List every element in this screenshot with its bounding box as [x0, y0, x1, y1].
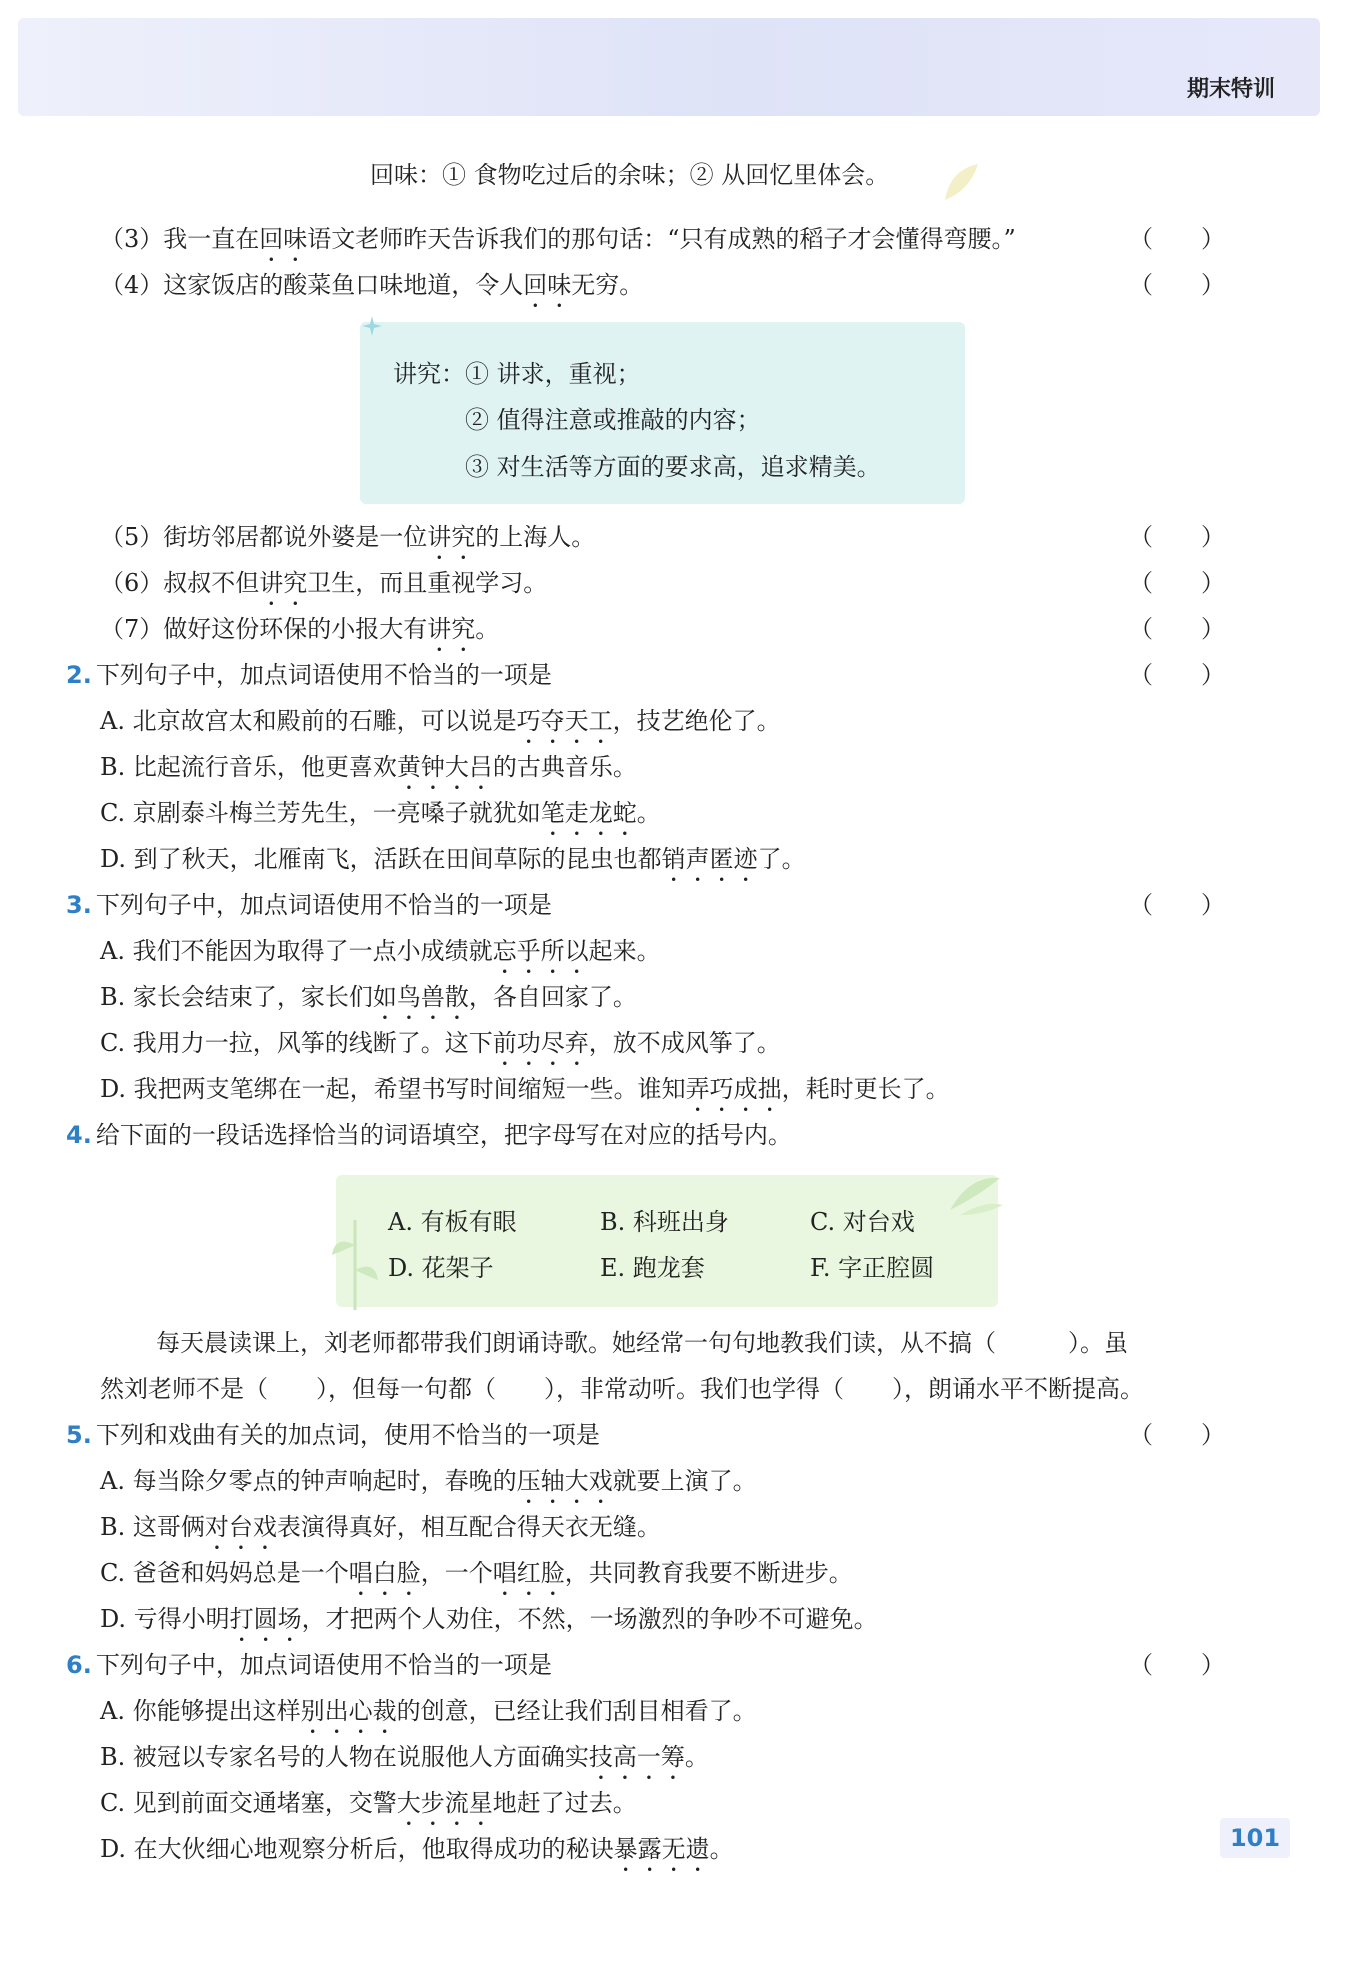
q2-option-c[interactable]: C. 京剧泰斗梅兰芳先生，一亮嗓子就犹如笔走龙蛇。 [100, 799, 661, 827]
bamboo-leaves-icon [945, 1170, 1005, 1220]
answer-paren[interactable]: （ ） [1129, 1421, 1225, 1449]
answer-paren[interactable]: （ ） [1129, 661, 1225, 689]
q5-option-c[interactable]: C. 爸爸和妈妈总是一个唱白脸，一个唱红脸，共同教育我要不断进步。 [100, 1559, 853, 1587]
sparkle-icon [362, 316, 382, 336]
word-option-a: A. 有板有眼 [388, 1208, 517, 1236]
word-option-c: C. 对台戏 [810, 1208, 915, 1236]
q4-word-box [336, 1175, 998, 1307]
huiwei-item-3: （3）我一直在回味语文老师昨天告诉我们的那句话：“只有成熟的稻子才会懂得弯腰。” [100, 225, 1016, 253]
q2-option-b[interactable]: B. 比起流行音乐，他更喜欢黄钟大吕的古典音乐。 [100, 753, 637, 781]
q5-option-a[interactable]: A. 每当除夕零点的钟声响起时，春晚的压轴大戏就要上演了。 [100, 1467, 757, 1495]
huiwei-item-4: （4）这家饭店的酸菜鱼口味地道，令人回味无穷。 [100, 271, 644, 299]
q2-option-a[interactable]: A. 北京故宫太和殿前的石雕，可以说是巧夺天工，技艺绝伦了。 [100, 707, 781, 735]
jiangjiu-def-2: ② 值得注意或推敲的内容； [465, 406, 761, 434]
word-option-d: D. 花架子 [388, 1254, 494, 1282]
q6-option-b[interactable]: B. 被冠以专家名号的人物在说服他人方面确实技高一筹。 [100, 1743, 709, 1771]
q4-paragraph-line-1: 每天晨读课上，刘老师都带我们朗诵诗歌。她经常一句句地教我们读，从不搞（ ）。虽 [156, 1329, 1128, 1357]
jiangjiu-item-5: （5）街坊邻居都说外婆是一位讲究的上海人。 [100, 523, 596, 551]
word-option-e: E. 跑龙套 [600, 1254, 705, 1282]
q3-option-c[interactable]: C. 我用力一拉，风筝的线断了。这下前功尽弃，放不成风筝了。 [100, 1029, 781, 1057]
header-title: 期末特训 [1186, 77, 1275, 102]
answer-paren[interactable]: （ ） [1129, 523, 1225, 551]
page-number: 101 [1220, 1818, 1290, 1858]
q6-stem: 6. 下列句子中，加点词语使用不恰当的一项是 [66, 1651, 552, 1679]
q3-stem: 3. 下列句子中，加点词语使用不恰当的一项是 [66, 891, 552, 919]
huiwei-definition: 回味：① 食物吃过后的余味；② 从回忆里体会。 [370, 161, 890, 189]
answer-paren[interactable]: （ ） [1129, 225, 1225, 253]
answer-paren[interactable]: （ ） [1129, 615, 1225, 643]
q3-option-b[interactable]: B. 家长会结束了，家长们如鸟兽散，各自回家了。 [100, 983, 637, 1011]
jiangjiu-def-1: 讲究：① 讲求，重视； [393, 360, 641, 388]
q4-paragraph-line-2: 然刘老师不是（ ），但每一句都（ ），非常动听。我们也学得（ ），朗诵水平不断提高。 [100, 1375, 1144, 1403]
q5-option-d[interactable]: D. 亏得小明打圆场，才把两个人劝住，不然，一场激烈的争吵不可避免。 [100, 1605, 878, 1633]
answer-paren[interactable]: （ ） [1129, 891, 1225, 919]
answer-paren[interactable]: （ ） [1129, 569, 1225, 597]
q3-option-a[interactable]: A. 我们不能因为取得了一点小成绩就忘乎所以起来。 [100, 937, 661, 965]
q2-option-d[interactable]: D. 到了秋天，北雁南飞，活跃在田间草际的昆虫也都销声匿迹了。 [100, 845, 806, 873]
q6-option-c[interactable]: C. 见到前面交通堵塞，交警大步流星地赶了过去。 [100, 1789, 637, 1817]
header-band [18, 18, 1320, 116]
q5-stem: 5. 下列和戏曲有关的加点词，使用不恰当的一项是 [66, 1421, 600, 1449]
q3-option-d[interactable]: D. 我把两支笔绑在一起，希望书写时间缩短一些。谁知弄巧成拙，耗时更长了。 [100, 1075, 950, 1103]
q4-stem: 4. 给下面的一段话选择恰当的词语填空，把字母写在对应的括号内。 [66, 1121, 792, 1149]
word-option-b: B. 科班出身 [600, 1208, 729, 1236]
answer-paren[interactable]: （ ） [1129, 1651, 1225, 1679]
word-option-f: F. 字正腔圆 [810, 1254, 935, 1282]
bamboo-icon [330, 1215, 380, 1310]
leaf-icon [940, 160, 980, 204]
q6-option-d[interactable]: D. 在大伙细心地观察分析后，他取得成功的秘诀暴露无遗。 [100, 1835, 734, 1863]
q6-option-a[interactable]: A. 你能够提出这样别出心裁的创意，已经让我们刮目相看了。 [100, 1697, 757, 1725]
answer-paren[interactable]: （ ） [1129, 271, 1225, 299]
jiangjiu-def-3: ③ 对生活等方面的要求高，追求精美。 [465, 453, 881, 481]
jiangjiu-item-7: （7）做好这份环保的小报大有讲究。 [100, 615, 500, 643]
jiangjiu-item-6: （6）叔叔不但讲究卫生，而且重视学习。 [100, 569, 548, 597]
q5-option-b[interactable]: B. 这哥俩对台戏表演得真好，相互配合得天衣无缝。 [100, 1513, 661, 1541]
q2-stem: 2. 下列句子中，加点词语使用不恰当的一项是 [66, 661, 552, 689]
